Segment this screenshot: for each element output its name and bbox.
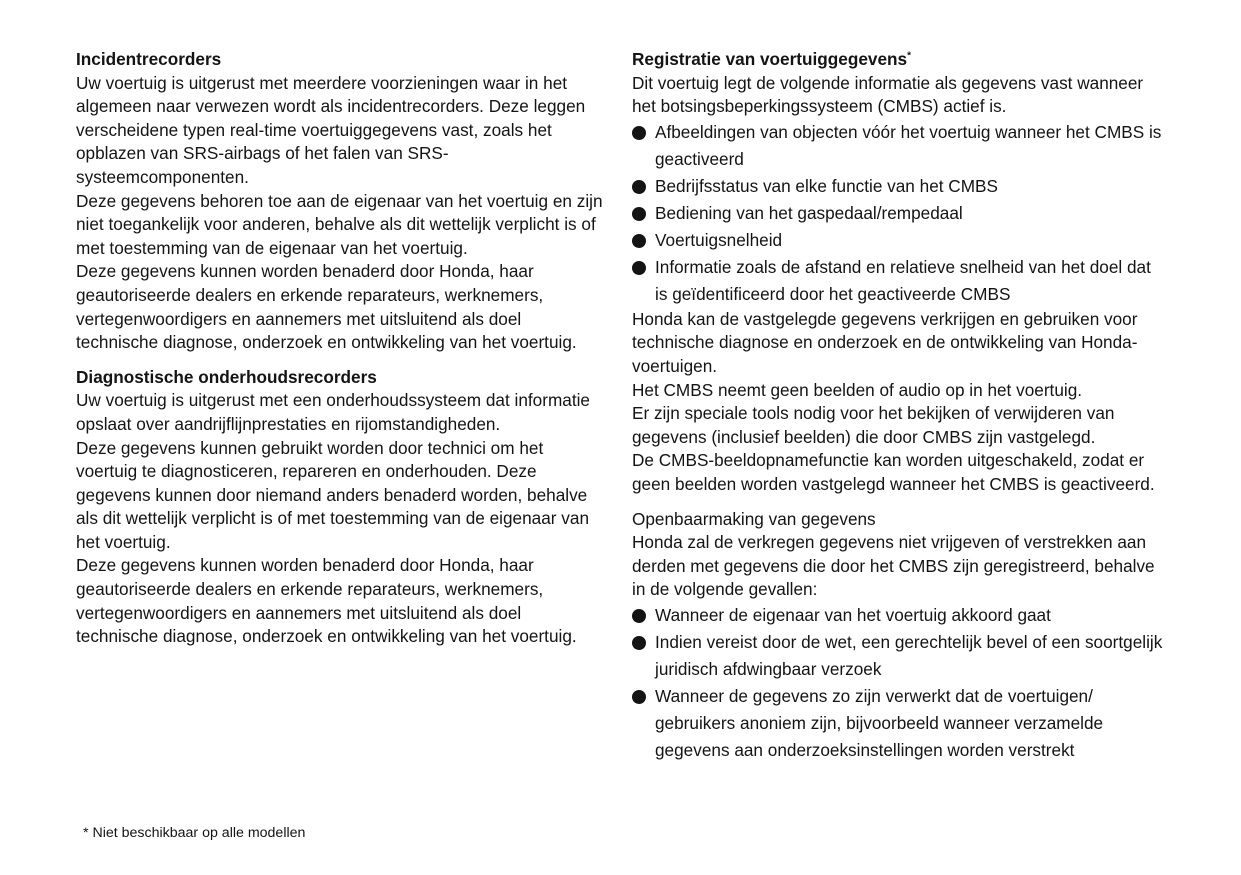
bullet-icon xyxy=(632,207,646,221)
paragraph: Uw voertuig is uitgerust met een onderhoudssysteem dat informatie opslaat over aandrijflijnprestaties en rijomstandigheden. xyxy=(76,390,590,434)
paragraph: Honda kan de vastgelegde gegevens verkrijgen en gebruiken voor technische diagnose en onderzoek en de ontwikkeling van Honda-voertuigen. xyxy=(632,308,1138,376)
left-column xyxy=(76,48,606,649)
section-title-registratie xyxy=(632,48,1164,72)
paragraph: Honda zal de verkregen gegevens niet vrijgeven of verstrekken aan derden met gegevens die door het CMBS zijn geregistreerd, behalve in de volgende gevallen: xyxy=(632,532,1155,600)
footnote-marker: * xyxy=(907,50,911,62)
recorded-data-list xyxy=(632,119,1164,308)
list-item: Wanneer de eigenaar van het voertuig akkoord gaat xyxy=(632,602,1164,629)
paragraph: Deze gegevens kunnen gebruikt worden door technici om het voertuig te diagnosticeren, repareren en onderhouden. Deze gegevens kunnen door niemand anders benaderd worden, behalve als dit wettelijk verplicht is of met toestemming van de eigenaar van het voertuig. xyxy=(76,437,590,552)
bullet-icon xyxy=(632,636,646,650)
list-item: Voertuigsnelheid xyxy=(632,227,1164,254)
bullet-icon xyxy=(632,609,646,623)
bullet-icon xyxy=(632,234,646,248)
paragraph: Er zijn speciale tools nodig voor het bekijken of verwijderen van gegevens (inclusief beelden) die door CMBS zijn vastgelegd. xyxy=(632,403,1115,447)
bullet-icon xyxy=(632,180,646,194)
intro-paragraph: Dit voertuig legt de volgende informatie als gegevens vast wanneer het botsingsbeperkingssysteem (CMBS) actief is. xyxy=(632,72,1144,117)
list-item: Bediening van het gaspedaal/rempedaal xyxy=(632,200,1164,227)
paragraph: Deze gegevens kunnen worden benaderd door Honda, haar geautoriseerde dealers en erkende reparateurs, werknemers, vertegenwoordigers en aannemers met uitsluitend als doel technische diagnose, onderzoek en ontwikkeling van het voertuig. xyxy=(76,555,577,647)
list-item: Bedrijfsstatus van elke functie van het CMBS xyxy=(632,173,1164,200)
disclosure-exceptions-list xyxy=(632,602,1164,764)
bullet-icon xyxy=(632,261,646,275)
list-item: Informatie zoals de afstand en relatieve snelheid van het doel dat is geïdentificeerd door het geactiveerde CMBS xyxy=(632,254,1164,308)
section-title-incidentrecorders: Incidentrecorders xyxy=(76,49,222,69)
section-title-text: Registratie van voertuiggegevens xyxy=(632,49,908,69)
section-title-diagnostische-onderhoudsrecorders: Diagnostische onderhoudsrecorders xyxy=(76,366,377,387)
list-item: Afbeeldingen van objecten vóór het voertuig wanneer het CMBS is geactiveerd xyxy=(632,119,1164,173)
paragraph: Deze gegevens kunnen worden benaderd door Honda, haar geautoriseerde dealers en erkende reparateurs, werknemers, vertegenwoordigers en aannemers met uitsluitend als doel technische diagnose, onderzoek en ontwikkeling van het voertuig. xyxy=(76,261,577,353)
footnote: * Niet beschikbaar op alle modellen xyxy=(83,825,306,841)
paragraph: De CMBS-beeldopnamefunctie kan worden uitgeschakeld, zodat er geen beelden worden vastgelegd wanneer het CMBS is geactiveerd. xyxy=(632,450,1155,494)
bullet-icon xyxy=(632,690,646,704)
list-item: Wanneer de gegevens zo zijn verwerkt dat de voertuigen/ gebruikers anoniem zijn, bijvoorbeeld wanneer verzamelde gegevens aan onderzoeksinstellingen worden verstrekt xyxy=(632,683,1164,764)
paragraph: Deze gegevens behoren toe aan de eigenaar van het voertuig en zijn niet toegankelijk voor anderen, behalve als dit wettelijk verplicht is of met toestemming van de eigenaar van het voertuig. xyxy=(76,190,603,258)
paragraph: Uw voertuig is uitgerust met meerdere voorzieningen waar in het algemeen naar verwezen wordt als incidentrecorders. Deze leggen verscheidene typen real-time voertuiggegevens vast, zoals het opblazen van SRS-airbags of het falen van SRS-systeemcomponenten. xyxy=(76,72,586,187)
right-column xyxy=(632,48,1164,764)
paragraph: Het CMBS neemt geen beelden of audio op in het voertuig. xyxy=(632,379,1083,400)
bullet-icon xyxy=(632,126,646,140)
subtitle-openbaarmaking: Openbaarmaking van gegevens xyxy=(632,508,876,529)
list-item: Indien vereist door de wet, een gerechtelijk bevel of een soortgelijk juridisch afdwingbaar verzoek xyxy=(632,629,1164,683)
